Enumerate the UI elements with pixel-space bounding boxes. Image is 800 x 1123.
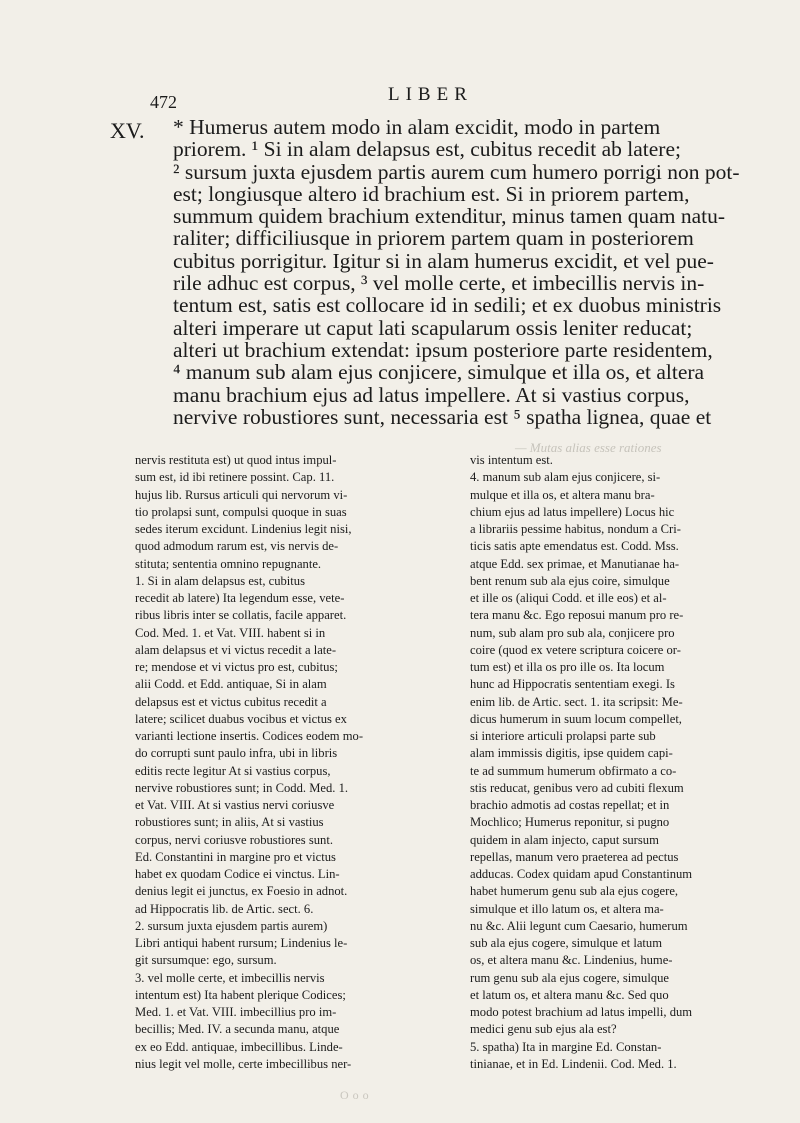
note-line: tum est) et illa os pro ille os. Ita locum (470, 660, 665, 674)
note-line: nervis restituta est) ut quod intus impul- (135, 453, 337, 467)
note-line: chium ejus ad latus impellere) Locus hic (470, 504, 675, 519)
note-line: Libri antiqui habent rursum; Lindenius le- (135, 936, 348, 950)
main-text-line: nervive robustiores sunt, necessaria est ⁵ spatha lignea, quae et (173, 404, 712, 429)
note-line: coire (quod ex vetere scriptura coicere or- (470, 642, 681, 657)
note-line: hujus lib. Rursus articuli qui nervorum vi- (135, 487, 348, 502)
note-line: et latum os, et altera manu &c. Sed quo (470, 987, 669, 1002)
note-line: sedes iterum excidunt. Lindenius legit nisi, (135, 522, 352, 536)
note-line: denius legit ei junctus, ex Foesio in adnot. (135, 884, 348, 899)
main-text-line: ⁴ manum sub alam ejus conjicere, simulque et illa os, et altera (173, 360, 705, 385)
note-line: alii Codd. et Edd. antiquae, Si in alam (135, 677, 327, 692)
note-line: editis recte legitur At si vastius corpus, (135, 763, 331, 778)
main-text-line: est; longiusque altero id brachium est. Si in priorem partem, (173, 181, 690, 206)
main-text-line: * Humerus autem modo in alam excidit, modo in partem (173, 115, 661, 139)
note-line: re; mendose et vi victus pro est, cubitus; (135, 660, 338, 674)
note-line: os, et altera manu &c. Lindenius, hume- (470, 953, 673, 968)
note-line: te ad summum humerum obfirmato a co- (470, 763, 677, 778)
note-line: sub ala ejus cogere, simulque et latum (470, 936, 662, 950)
note-line: bent renum sub ala ejus coire, simulque (470, 573, 670, 588)
note-line: rum genu sub ala ejus cogere, simulque (470, 970, 669, 985)
main-text (173, 116, 773, 428)
note-line: robustiores sunt; in aliis, At si vastius (135, 815, 324, 830)
note-line: quidem in alam injecto, caput sursum (470, 832, 659, 847)
note-line: et Vat. VIII. At si vastius nervi coriusve (135, 798, 335, 812)
note-line: git sursumque: ego, sursum. (135, 953, 277, 968)
note-line: adducas. Codex quidam apud Constantinum (470, 867, 693, 881)
note-line: Ed. Constantini in margine pro et victus (135, 849, 336, 864)
note-line: sum est, id ibi retinere possint. Cap. 11. (135, 470, 335, 485)
main-text-line: rile adhuc est corpus, ³ vel molle certe, et imbecillis nervis in- (173, 271, 705, 296)
main-text-line: cubitus porrigitur. Igitur si in alam humerus excidit, et vel pue- (173, 248, 714, 273)
note-line: 2. sursum juxta ejusdem partis aurem) (135, 918, 328, 933)
note-line: 1. Si in alam delapsus est, cubitus (135, 573, 305, 588)
note-line: tio prolapsi sunt, compulsi quoque in suas (135, 504, 347, 519)
note-line: becillis; Med. IV. a secunda manu, atque (135, 1022, 340, 1037)
note-line: medici genu sub ejus ala est? (470, 1022, 617, 1037)
note-line: latere; scilicet duabus vocibus et victus ex (135, 711, 347, 726)
note-line: num, sub alam pro sub ala, conjicere pro (470, 625, 675, 640)
note-line: enim lib. de Artic. sect. 1. ita scripsit: Me- (470, 694, 683, 709)
note-line: corpus, nervi coriusve robustiores sunt. (135, 832, 333, 847)
note-line: habet ex quodam Codice ei vinctus. Lin- (135, 867, 340, 881)
main-text-line: alteri ut brachium extendat: ipsum posteriore parte residentem, (173, 337, 713, 362)
note-line: alam immissis digitis, ipse quidem capi- (470, 746, 673, 761)
note-line: 5. spatha) Ita in margine Ed. Constan- (470, 1039, 662, 1054)
running-head: LIBER (388, 84, 473, 105)
show-through-text: — Mutas alias esse rationes (515, 440, 662, 455)
note-line: mulque et illa os, et altera manu bra- (470, 487, 655, 502)
section-mark: XV. (110, 118, 145, 143)
note-line: stis reducat, genibus vero ad cubiti flexum (470, 780, 684, 795)
main-text-line: ² sursum juxta ejusdem partis aurem cum humero porrigi non pot- (173, 159, 740, 184)
note-line: do corrupti sunt paulo infra, ubi in libris (135, 746, 338, 761)
note-line: stituta; sententia omnino repugnante. (135, 556, 322, 571)
note-line: si interiore articuli prolapsi parte sub (470, 729, 656, 743)
note-line: Med. 1. et Vat. VIII. imbecillius pro im- (135, 1005, 337, 1019)
note-line: Cod. Med. 1. et Vat. VIII. habent si in (135, 625, 326, 640)
note-line: simulque et illo latum os, et altera ma- (470, 901, 664, 916)
note-line: dicus humerum in suum locum compellet, (470, 711, 682, 726)
note-line: ex eo Edd. antiquae, imbecillibus. Linde- (135, 1039, 343, 1054)
note-line: hunc ad Hippocratis sententiam exegi. Is (470, 677, 675, 692)
note-line: modo potest brachium ad latus impelli, dum (470, 1005, 693, 1019)
note-line: ribus libris inter se collatis, facile apparet. (135, 608, 347, 623)
note-line: 3. vel molle certe, et imbecillis nervis (135, 970, 325, 985)
notes-right-column (470, 452, 770, 1073)
note-line: nervive robustiores sunt; in Codd. Med. 1. (135, 780, 349, 795)
note-line: repellas, manum vero praeterea ad pectus (470, 849, 679, 864)
note-line: alam delapsus et vi victus recedit a late- (135, 642, 337, 657)
note-line: varianti lectione insertis. Codices eodem mo- (135, 729, 364, 743)
signature-mark: Ooo (340, 1088, 373, 1102)
note-line: atque Edd. sex primae, et Manutianae ha- (470, 556, 680, 571)
note-line: ticis satis apte emendatus est. Codd. Mss. (470, 539, 679, 554)
main-text-line: tentum est, satis est collocare id in sedili; et ex duobus ministris (173, 293, 722, 318)
page-number: 472 (150, 92, 177, 112)
note-line: nu &c. Alii legunt cum Caesario, humerum (470, 918, 688, 933)
note-line: Mochlico; Humerus reponitur, si pugno (470, 815, 670, 830)
main-text-line: priorem. ¹ Si in alam delapsus est, cubitus recedit ab latere; (173, 137, 681, 162)
note-line: intentum est) Ita habent plerique Codices; (135, 987, 346, 1002)
note-line: brachio admotis ad costas repellat; et in (470, 798, 670, 812)
note-line: ad Hippocratis lib. de Artic. sect. 6. (135, 901, 314, 916)
main-text-line: summum quidem brachium extenditur, minus tamen quam natu- (173, 204, 726, 229)
main-text-line: manu brachium ejus ad latus impellere. At si vastius corpus, (173, 382, 690, 407)
notes-left-column (135, 452, 425, 1073)
note-line: a librariis pessime habitus, nondum a Cri- (470, 522, 681, 536)
note-line: habet humerum genu sub ala ejus cogere, (470, 884, 679, 899)
note-line: et ille os (aliqui Codd. et ille eos) et al- (470, 591, 667, 605)
note-line: 4. manum sub alam ejus conjicere, si- (470, 470, 661, 485)
note-line: quod admodum rarum est, vis nervis de- (135, 539, 339, 554)
main-text-line: alteri imperare ut caput lati scapularum ossis leniter reducat; (173, 315, 693, 340)
note-line: recedit ab latere) Ita legendum esse, vete- (135, 591, 345, 605)
note-line: tera manu &c. Ego reposui manum pro re- (470, 608, 684, 623)
note-line: delapsus est et victus cubitus recedit a (135, 694, 327, 709)
note-line: tinianae, et in Ed. Lindenii. Cod. Med. 1. (470, 1056, 677, 1071)
note-line: vis intentum est. (470, 453, 553, 467)
main-text-line: raliter; difficiliusque in priorem partem quam in posteriorem (173, 226, 694, 251)
note-line: nius legit vel molle, certe imbecillibus ner- (135, 1056, 352, 1071)
